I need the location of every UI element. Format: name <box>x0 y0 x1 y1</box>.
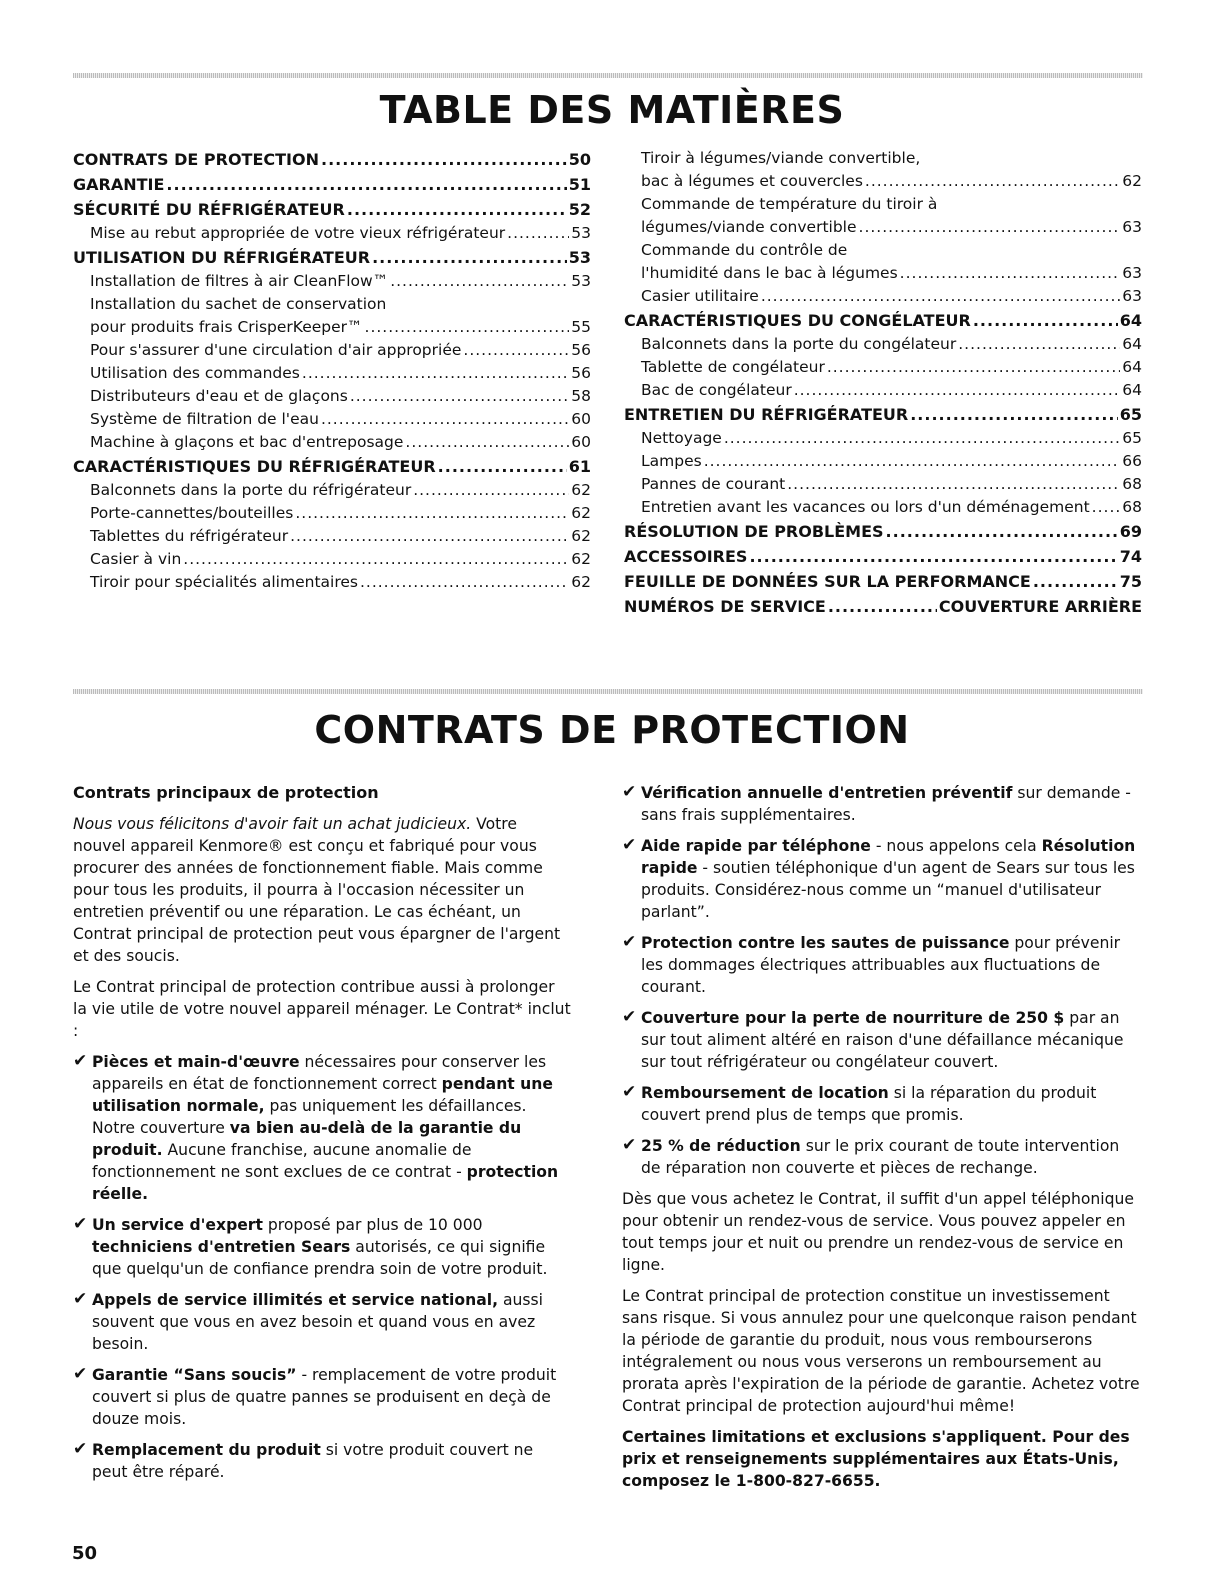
toc-entry-title: Commande de température du tiroir à <box>641 195 938 213</box>
toc-entry <box>624 519 1142 544</box>
emphasis-text: Appels de service illimités et service national, <box>92 1291 499 1309</box>
toc-entry-page: 53 <box>571 224 591 242</box>
toc-entry-title: UTILISATION DU RÉFRIGÉRATEUR <box>73 248 371 267</box>
toc-entry <box>624 239 1142 262</box>
toc-entry-title: Installation de filtres à air CleanFlow™ <box>90 272 389 290</box>
toc-entry-title: Machine à glaçons et bac d'entreposage <box>90 433 404 451</box>
toc-leader-dots <box>295 502 569 525</box>
toc-leader-dots <box>724 427 1120 450</box>
body-text: par an sur tout aliment altéré en raison d'une défaillance mécanique sur tout réfrigérateur ou congélateur couvert. <box>641 1009 1124 1071</box>
toc-entry-page: 64 <box>1122 381 1142 399</box>
toc-entry <box>624 402 1142 427</box>
toc-entry <box>624 216 1142 239</box>
toc-leader-dots <box>761 285 1120 308</box>
toc-leader-dots <box>372 245 567 270</box>
toc-entry <box>624 333 1142 356</box>
checklist-item <box>73 1051 573 1205</box>
checklist-item <box>73 1214 573 1280</box>
emphasis-text: Remboursement de location <box>641 1084 889 1102</box>
toc-entry-title: Tablette de congélateur <box>641 358 825 376</box>
toc-leader-dots <box>166 172 566 197</box>
toc-entry-page: 50 <box>568 150 591 169</box>
investment-paragraph: Le Contrat principal de protection constitue un investissement sans risque. Si vous annulez pour une quelconque raison pendant la période de garantie du produit, nous vous rembourserons intégralement ou nous vous verserons un remboursement au prorata après l'expiration de la période de garantie. Achetez votre Contrat principal de protection aujourd'hui même! <box>622 1287 1140 1415</box>
toc-entry-page: 56 <box>571 341 591 359</box>
toc-leader-dots <box>290 525 569 548</box>
left-checklist <box>73 1051 573 1483</box>
toc-entry-title: CARACTÉRISTIQUES DU RÉFRIGÉRATEUR <box>73 457 436 476</box>
toc-entry <box>73 454 591 479</box>
emphasis-text: Pièces et main-d'œuvre <box>92 1053 300 1071</box>
toc-entry-page: 65 <box>1122 429 1142 447</box>
toc-leader-dots <box>507 222 569 245</box>
toc-entry-page: 62 <box>571 527 591 545</box>
checklist-item-text <box>92 1051 573 1205</box>
toc-entry <box>73 172 591 197</box>
body-text: aussi souvent que vous en avez besoin et quand vous en avez besoin. <box>92 1291 543 1353</box>
toc-entry-title: Balconnets dans la porte du réfrigérateur <box>90 481 412 499</box>
toc-entry-title: Casier utilitaire <box>641 287 759 305</box>
toc-entry <box>624 308 1142 333</box>
toc-leader-dots <box>900 262 1121 285</box>
emphasis-text: pendant une utilisation normale, <box>92 1075 553 1115</box>
toc-leader-dots <box>360 571 569 594</box>
toc-entry-page: 64 <box>1119 311 1142 330</box>
toc-entry-title: CONTRATS DE PROTECTION <box>73 150 319 169</box>
body-text: sur le prix courant de toute intervention de réparation non couverte et pièces de rechange. <box>641 1137 1120 1177</box>
emphasis-text: va bien au-delà de la garantie du produit. <box>92 1119 522 1159</box>
toc-entry-title: Mise au rebut appropriée de votre vieux réfrigérateur <box>90 224 506 242</box>
toc-entry <box>624 496 1142 519</box>
toc-entry <box>624 569 1142 594</box>
checklist-item <box>622 782 1142 826</box>
toc-leader-dots <box>749 544 1117 569</box>
toc-leader-dots <box>910 402 1118 427</box>
toc-entry <box>73 270 591 293</box>
toc-entry <box>624 262 1142 285</box>
checkmark-icon: ✔ <box>73 1214 88 1234</box>
toc-entry-page: 62 <box>571 550 591 568</box>
toc-entry-page: 51 <box>568 175 591 194</box>
checklist-item <box>622 1007 1142 1073</box>
toc-leader-dots <box>865 170 1120 193</box>
toc-entry-page: 63 <box>1122 264 1142 282</box>
toc-entry-title: Bac de congélateur <box>641 381 792 399</box>
right-text-column <box>622 782 1142 1501</box>
toc-leader-dots <box>828 594 937 619</box>
toc-entry <box>73 362 591 385</box>
toc-leader-dots <box>347 197 567 222</box>
toc-leader-dots <box>704 450 1121 473</box>
toc-leader-dots <box>390 270 569 293</box>
toc-leader-dots <box>350 385 569 408</box>
toc-entry <box>73 197 591 222</box>
toc-leader-dots <box>886 519 1118 544</box>
toc-entry-page: 53 <box>568 248 591 267</box>
section-title: CONTRATS DE PROTECTION <box>314 708 910 752</box>
toc-entry-page: COUVERTURE ARRIÈRE <box>938 597 1142 616</box>
toc-entry-page: 62 <box>1122 172 1142 190</box>
checklist-item-text <box>641 1082 1142 1126</box>
checkmark-icon: ✔ <box>622 932 637 952</box>
checklist-item-text <box>92 1439 573 1483</box>
left-text-column <box>73 782 573 1492</box>
emphasis-text: Un service d'expert <box>92 1216 263 1234</box>
checklist-item-text <box>641 1007 1142 1073</box>
emphasis-text: 25 % de réduction <box>641 1137 801 1155</box>
checkmark-icon: ✔ <box>622 782 637 802</box>
toc-entry-title: Distributeurs d'eau et de glaçons <box>90 387 348 405</box>
toc-entry-page: 56 <box>571 364 591 382</box>
contract-includes-paragraph: Le Contrat principal de protection contribue aussi à prolonger la vie utile de votre nouvel appareil ménager. Le Contrat* inclut : <box>73 978 571 1040</box>
checkmark-icon: ✔ <box>73 1289 88 1309</box>
toc-entry-title: SÉCURITÉ DU RÉFRIGÉRATEUR <box>73 200 345 219</box>
toc-entry-title: Commande du contrôle de <box>641 241 848 259</box>
toc-leader-dots <box>859 216 1121 239</box>
toc-leader-dots <box>183 548 569 571</box>
toc-entry-page: 65 <box>1119 405 1142 424</box>
body-text: nécessaires pour conserver les appareils en état de fonctionnement correct <box>92 1053 547 1093</box>
toc-entry-page: 61 <box>568 457 591 476</box>
toc-entry-title: Tiroir à légumes/viande convertible, <box>641 149 921 167</box>
checklist-item <box>622 1082 1142 1126</box>
emphasis-text: Garantie “Sans soucis” <box>92 1366 297 1384</box>
toc-entry-page: 63 <box>1122 287 1142 305</box>
right-checklist <box>622 782 1142 1179</box>
checklist-item <box>622 1135 1142 1179</box>
checkmark-icon: ✔ <box>73 1364 88 1384</box>
limitations-note: Certaines limitations et exclusions s'appliquent. Pour des prix et renseignements supplémentaires aux États-Unis, composez le 1-800-827-6655. <box>622 1428 1130 1490</box>
toc-entry <box>73 408 591 431</box>
toc-leader-dots <box>827 356 1120 379</box>
checklist-item-text <box>641 782 1142 826</box>
checkmark-icon: ✔ <box>622 835 637 855</box>
toc-entry-title: Porte-cannettes/bouteilles <box>90 504 294 522</box>
body-text: - remplacement de votre produit couvert si plus de quatre pannes se produisent en deçà de douze mois. <box>92 1366 557 1428</box>
toc-entry <box>73 245 591 270</box>
checklist-item-text <box>641 835 1142 923</box>
checklist-item <box>622 932 1142 998</box>
checkmark-icon: ✔ <box>622 1135 637 1155</box>
toc-entry-title: FEUILLE DE DONNÉES SUR LA PERFORMANCE <box>624 572 1031 591</box>
toc-entry <box>73 548 591 571</box>
toc-entry <box>73 385 591 408</box>
toc-entry <box>624 285 1142 308</box>
toc-leader-dots <box>794 379 1121 402</box>
toc-entry-page: 66 <box>1122 452 1142 470</box>
toc-entry-title: l'humidité dans le bac à légumes <box>641 264 898 282</box>
toc-entry <box>73 431 591 454</box>
toc-title: TABLE DES MATIÈRES <box>379 88 845 132</box>
toc-entry-title: RÉSOLUTION DE PROBLÈMES <box>624 522 884 541</box>
toc-entry-title: Utilisation des commandes <box>90 364 300 382</box>
toc-leader-dots <box>438 454 567 479</box>
body-text: si votre produit couvert ne peut être réparé. <box>92 1441 534 1481</box>
toc-entry-page: 62 <box>571 573 591 591</box>
toc-entry-page: 60 <box>571 410 591 428</box>
checklist-item <box>622 835 1142 923</box>
emphasis-text: protection réelle. <box>92 1163 559 1203</box>
toc-entry-page: 64 <box>1122 358 1142 376</box>
toc-entry-title: Nettoyage <box>641 429 722 447</box>
toc-entry-title: Pour s'assurer d'une circulation d'air appropriée <box>90 341 462 359</box>
toc-entry-title: Pannes de courant <box>641 475 786 493</box>
toc-entry <box>624 379 1142 402</box>
body-text: - soutien téléphonique d'un agent de Sears sur tous les produits. Considérez-nous comme un “manuel d'utilisateur parlant”. <box>641 859 1135 921</box>
toc-leader-dots <box>302 362 569 385</box>
body-text: - nous appelons cela <box>870 837 1042 855</box>
emphasis-text: Résolution rapide <box>641 837 1136 877</box>
toc-leader-dots <box>958 333 1120 356</box>
toc-entry <box>624 473 1142 496</box>
emphasis-text: Vérification annuelle d'entretien préventif <box>641 784 1013 802</box>
toc-entry-page: 60 <box>571 433 591 451</box>
toc-leader-dots <box>365 316 570 339</box>
toc-entry <box>624 450 1142 473</box>
toc-leader-dots <box>1033 569 1118 594</box>
body-text: pour prévenir les dommages électriques attribuables aux fluctuations de courant. <box>641 934 1121 996</box>
toc-leader-dots <box>463 339 569 362</box>
toc-entry <box>624 193 1142 216</box>
intro-paragraph <box>73 813 573 967</box>
toc-entry-title: Casier à vin <box>90 550 182 568</box>
toc-entry <box>624 170 1142 193</box>
toc-entry-title: ACCESSOIRES <box>624 547 748 566</box>
toc-entry <box>73 502 591 525</box>
toc-entry <box>624 147 1142 170</box>
toc-entry-page: 64 <box>1122 335 1142 353</box>
body-text: si la réparation du produit couvert prend plus de temps que promis. <box>641 1084 1097 1124</box>
toc-entry-page: 53 <box>571 272 591 290</box>
checklist-item <box>73 1289 573 1355</box>
toc-entry-title: Balconnets dans la porte du congélateur <box>641 335 957 353</box>
toc-leader-dots <box>1092 496 1121 519</box>
intro-italic: Nous vous félicitons d'avoir fait un achat judicieux. <box>73 815 472 833</box>
checklist-item <box>73 1439 573 1483</box>
toc-entry-title: bac à légumes et couvercles <box>641 172 863 190</box>
toc-right-column <box>624 147 1142 619</box>
toc-entry <box>73 571 591 594</box>
toc-entry-title: Lampes <box>641 452 702 470</box>
body-text: autorisés, ce qui signifie que quelqu'un de confiance prendra soin de votre produit. <box>92 1238 548 1278</box>
toc-entry <box>73 293 591 316</box>
toc-entry-page: 68 <box>1122 498 1142 516</box>
toc-entry-title: Installation du sachet de conservation <box>90 295 387 313</box>
toc-leader-dots <box>321 147 567 172</box>
checkmark-icon: ✔ <box>622 1007 637 1027</box>
toc-entry-title: Tiroir pour spécialités alimentaires <box>90 573 358 591</box>
page-number: 50 <box>72 1543 98 1564</box>
checklist-item-text <box>92 1214 573 1280</box>
toc-entry <box>73 147 591 172</box>
intro-rest: Votre nouvel appareil Kenmore® est conçu et fabriqué pour vous procurer des années de fonctionnement fiable. Mais comme pour tous les produits, il pourra à l'occasion nécessiter un entretien préventif ou une réparation. Le cas échéant, un Contrat principal de protection peut vous épargner de l'argent et des soucis. <box>73 815 561 965</box>
toc-entry <box>624 356 1142 379</box>
toc-entry-page: 68 <box>1122 475 1142 493</box>
body-text: proposé par plus de 10 000 <box>262 1216 483 1234</box>
checklist-item-text <box>92 1364 573 1430</box>
checklist-item <box>73 1364 573 1430</box>
checklist-item-text <box>92 1289 573 1355</box>
toc-entry <box>624 544 1142 569</box>
checkmark-icon: ✔ <box>73 1439 88 1459</box>
toc-left-column <box>73 147 591 594</box>
toc-entry-title: pour produits frais CrisperKeeper™ <box>90 318 363 336</box>
toc-entry-page: 62 <box>571 504 591 522</box>
toc-entry-title: ENTRETIEN DU RÉFRIGÉRATEUR <box>624 405 909 424</box>
body-text: Aucune franchise, aucune anomalie de fonctionnement ne sont exclues de ce contrat - <box>92 1141 472 1181</box>
toc-entry-page: 63 <box>1122 218 1142 236</box>
body-text: sur demande - sans frais supplémentaires. <box>641 784 1131 824</box>
checklist-item-text <box>641 932 1142 998</box>
toc-entry-page: 74 <box>1119 547 1142 566</box>
toc-entry <box>624 427 1142 450</box>
left-subheading: Contrats principaux de protection <box>73 783 379 802</box>
toc-entry-title: Entretien avant les vacances ou lors d'un déménagement <box>641 498 1090 516</box>
checkmark-icon: ✔ <box>73 1051 88 1071</box>
toc-entry-page: 69 <box>1119 522 1142 541</box>
toc-leader-dots <box>405 431 569 454</box>
emphasis-text: techniciens d'entretien Sears <box>92 1238 351 1256</box>
toc-entry-title: légumes/viande convertible <box>641 218 857 236</box>
toc-entry <box>73 525 591 548</box>
toc-entry-title: NUMÉROS DE SERVICE <box>624 597 826 616</box>
emphasis-text: Protection contre les sautes de puissance <box>641 934 1010 952</box>
middle-rule <box>73 689 1143 694</box>
toc-entry-page: 52 <box>568 200 591 219</box>
toc-entry <box>73 339 591 362</box>
toc-entry-page: 58 <box>571 387 591 405</box>
toc-entry-title: CARACTÉRISTIQUES DU CONGÉLATEUR <box>624 311 971 330</box>
toc-entry-page: 75 <box>1119 572 1142 591</box>
toc-entry-title: GARANTIE <box>73 175 165 194</box>
emphasis-text: Couverture pour la perte de nourriture de 250 $ <box>641 1009 1065 1027</box>
toc-leader-dots <box>787 473 1120 496</box>
checkmark-icon: ✔ <box>622 1082 637 1102</box>
toc-entry-page: 62 <box>571 481 591 499</box>
toc-leader-dots <box>321 408 569 431</box>
body-text: pas uniquement les défaillances. Notre couverture <box>92 1097 527 1137</box>
emphasis-text: Remplacement du produit <box>92 1441 321 1459</box>
toc-entry <box>73 222 591 245</box>
checklist-item-text <box>641 1135 1142 1179</box>
emphasis-text: Aide rapide par téléphone <box>641 837 871 855</box>
toc-entry <box>73 316 591 339</box>
toc-entry-title: Tablettes du réfrigérateur <box>90 527 289 545</box>
toc-leader-dots <box>973 308 1118 333</box>
toc-leader-dots <box>413 479 569 502</box>
toc-entry-title: Système de filtration de l'eau <box>90 410 319 428</box>
top-rule <box>73 73 1143 78</box>
appointment-paragraph: Dès que vous achetez le Contrat, il suffit d'un appel téléphonique pour obtenir un rendez-vous de service. Vous pouvez appeler en tout temps jour et nuit ou prendre un rendez-vous de service en ligne. <box>622 1190 1134 1274</box>
toc-entry <box>73 479 591 502</box>
toc-entry-page: 55 <box>571 318 591 336</box>
toc-entry <box>624 594 1142 619</box>
